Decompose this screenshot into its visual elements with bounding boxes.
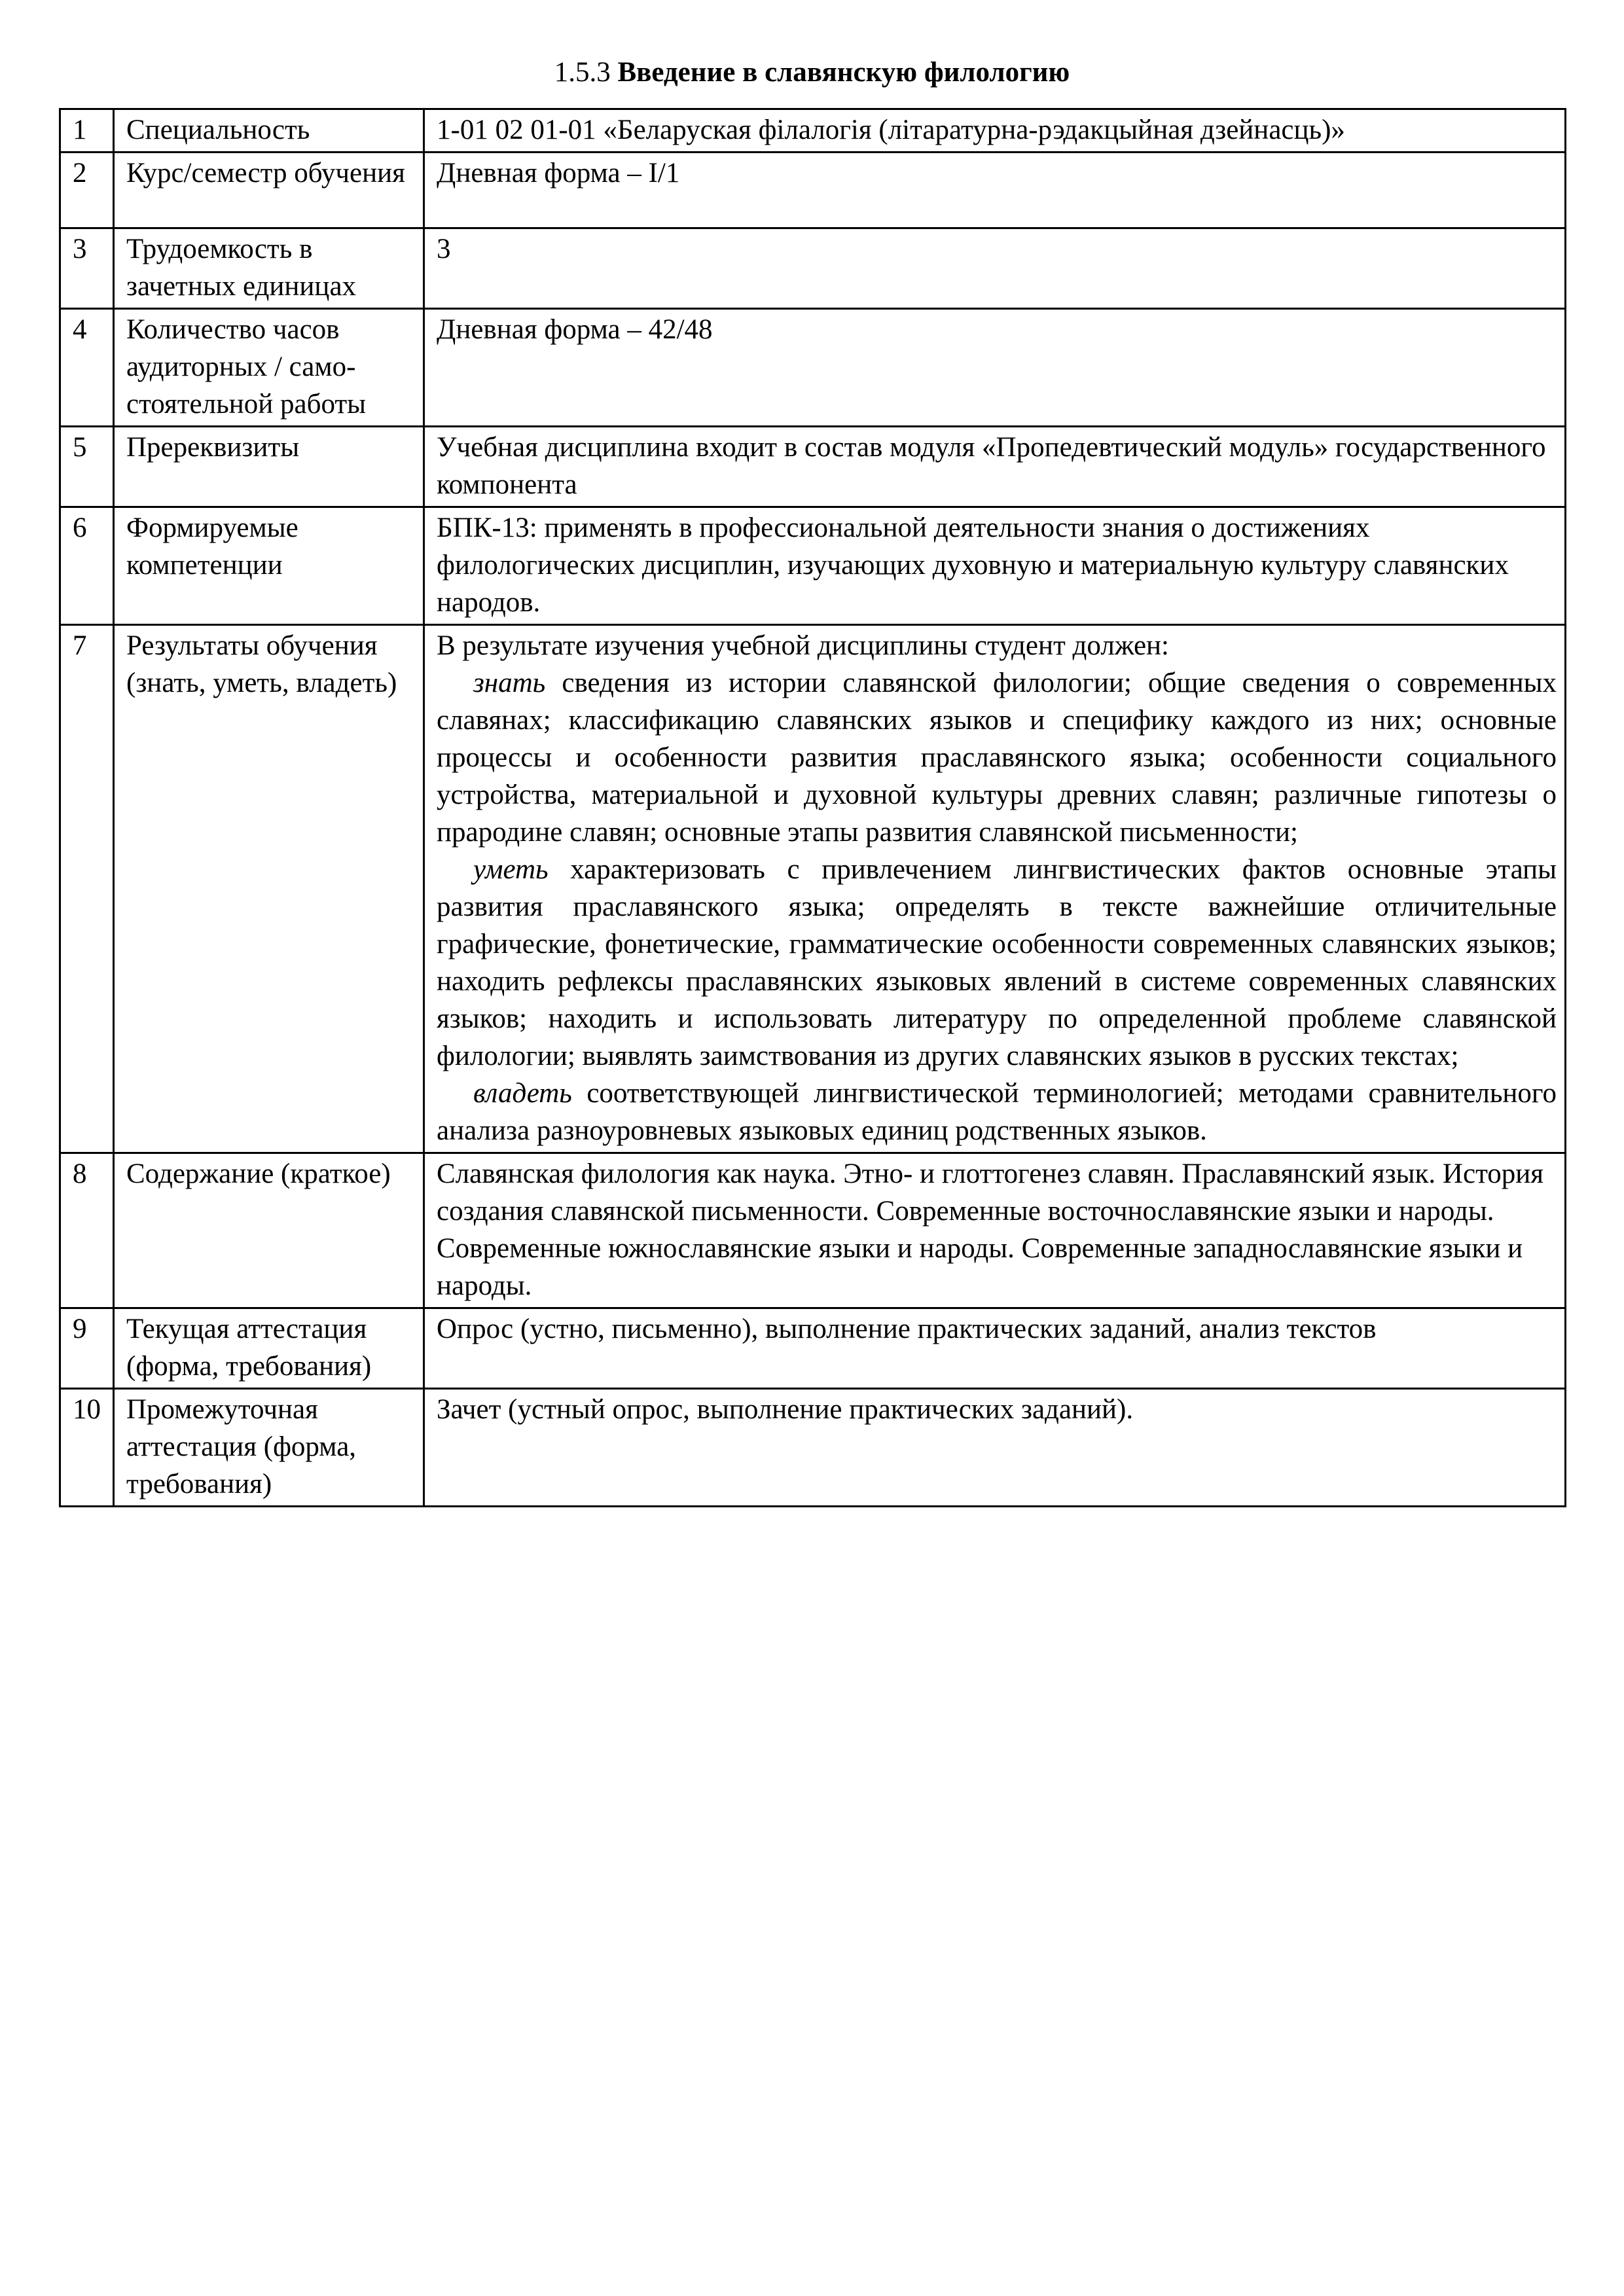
row-label: Результаты обучения (знать, уметь, владеть) bbox=[114, 625, 424, 1153]
row-number: 8 bbox=[60, 1153, 114, 1308]
outcome-know bbox=[437, 664, 1557, 851]
can-text: характеризовать с привлечением лингвистических фактов основные этапы развития праславянского языка; определять в тексте важнейшие отличительные графические, фонетические, грамматические особенности современных славянских языков; находить рефлексы праславянских языковых явлений в системе современных славянских языков; находить и использовать литературу по определенной проблеме славянской филологии; выявлять заимствования из других славянских языков в русских текстах; bbox=[437, 854, 1557, 1071]
page-title bbox=[0, 54, 1624, 92]
row-label: Пререквизиты bbox=[114, 427, 424, 507]
row-number: 6 bbox=[60, 507, 114, 625]
row-value: Дневная форма – I/1 bbox=[424, 152, 1566, 228]
row-label: Промежуточная аттестация (форма, требования) bbox=[114, 1389, 424, 1507]
table-row bbox=[60, 507, 1566, 625]
table-row bbox=[60, 1308, 1566, 1389]
learning-outcomes bbox=[424, 625, 1566, 1153]
row-value: БПК-13: применять в профессиональной деятельности знания о достижениях филологических дисциплин, изучающих духовную и материальную культуру славянских народов. bbox=[424, 507, 1566, 625]
discipline-table bbox=[59, 108, 1566, 1507]
row-number: 5 bbox=[60, 427, 114, 507]
section-number: 1.5.3 bbox=[554, 57, 611, 88]
row-value: 3 bbox=[424, 228, 1566, 309]
outcome-can bbox=[437, 851, 1557, 1075]
table-row bbox=[60, 152, 1566, 228]
table-row bbox=[60, 309, 1566, 427]
row-number: 9 bbox=[60, 1308, 114, 1389]
row-value: Зачет (устный опрос, выполнение практических заданий). bbox=[424, 1389, 1566, 1507]
table-row bbox=[60, 109, 1566, 152]
row-number: 4 bbox=[60, 309, 114, 427]
table-row bbox=[60, 625, 1566, 1153]
table-row bbox=[60, 427, 1566, 507]
know-term: знать bbox=[473, 668, 546, 698]
row-number: 7 bbox=[60, 625, 114, 1153]
row-number: 3 bbox=[60, 228, 114, 309]
row-label: Содержание (краткое) bbox=[114, 1153, 424, 1308]
row-number: 2 bbox=[60, 152, 114, 228]
row-label: Специальность bbox=[114, 109, 424, 152]
row-label: Трудоемкость в зачетных единицах bbox=[114, 228, 424, 309]
row-label: Формируемые компетенции bbox=[114, 507, 424, 625]
row-label: Курс/семестр обучения bbox=[114, 152, 424, 228]
own-term: владеть bbox=[473, 1078, 572, 1109]
section-title: Введение в славянскую филологию bbox=[617, 57, 1070, 88]
row-value: Славянская филология как наука. Этно- и глоттогенез славян. Праславянский язык. История создания славянской письменности. Современные восточнославянские языки и народы. Современные южнославянские языки и народы. Современные западнославянские языки и народы. bbox=[424, 1153, 1566, 1308]
row-number: 10 bbox=[60, 1389, 114, 1507]
own-text: соответствующей лингвистической терминологией; методами сравнительного анализа разноуровневых языковых единиц родственных языков. bbox=[437, 1078, 1557, 1146]
outcome-own bbox=[437, 1075, 1557, 1149]
table-row bbox=[60, 228, 1566, 309]
table-row bbox=[60, 1153, 1566, 1308]
row-value: Опрос (устно, письменно), выполнение практических заданий, анализ текстов bbox=[424, 1308, 1566, 1389]
row-value: Дневная форма – 42/48 bbox=[424, 309, 1566, 427]
row-value: 1-01 02 01-01 «Беларуская філалогія (літаратурна-рэдакцыйная дзейнасць)» bbox=[424, 109, 1566, 152]
outcomes-intro: В результате изучения учебной дисциплины студент должен: bbox=[437, 630, 1170, 661]
can-term: уметь bbox=[473, 854, 549, 885]
know-text: сведения из истории славянской филологии; общие сведения о современных славянах; классификацию славянских языков и специфику каждого из них; основные процессы и особенности развития праславянского языка; особенности социального устройства, материальной и духовной культуры древних славян; различные гипотезы о прародине славян; основные этапы развития славянской письменности; bbox=[437, 668, 1557, 848]
row-label: Текущая аттестация (форма, требования) bbox=[114, 1308, 424, 1389]
row-number: 1 bbox=[60, 109, 114, 152]
table-row bbox=[60, 1389, 1566, 1507]
row-value: Учебная дисциплина входит в состав модуля «Пропедевтический модуль» государственного компонента bbox=[424, 427, 1566, 507]
row-label: Количество часов аудиторных / само-стоятельной работы bbox=[114, 309, 424, 427]
